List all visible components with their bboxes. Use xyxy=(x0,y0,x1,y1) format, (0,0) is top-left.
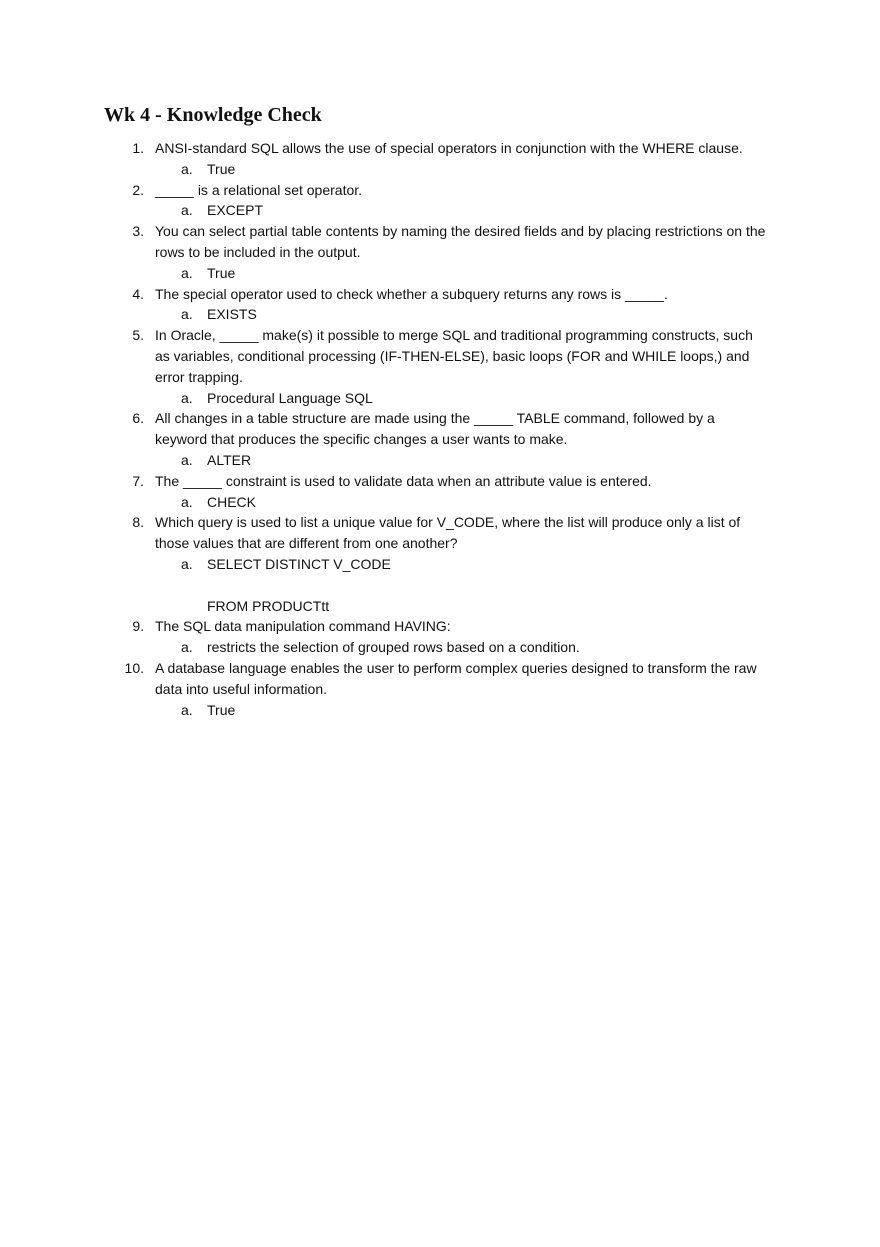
question-item xyxy=(0,408,880,470)
question-row xyxy=(0,408,770,450)
document-title: Wk 4 - Knowledge Check xyxy=(104,104,322,126)
question-row xyxy=(0,512,770,554)
question-row xyxy=(0,138,770,159)
question-item xyxy=(0,512,880,616)
question-number: 8. xyxy=(132,514,144,531)
answer-label: a. xyxy=(181,639,193,656)
answer-row xyxy=(0,492,767,513)
question-item xyxy=(0,180,880,222)
answer-label: a. xyxy=(181,389,193,406)
question-text: Which query is used to list a unique value for V_CODE, where the list will produce only a list of those values that are different from one another? xyxy=(155,514,741,552)
question-number: 5. xyxy=(132,327,144,344)
answer-text: FROM PRODUCTtt xyxy=(207,597,330,614)
answer-text: ALTER xyxy=(207,451,252,468)
question-number: 2. xyxy=(132,181,144,198)
question-item xyxy=(0,284,880,326)
answer-label: a. xyxy=(181,493,193,510)
question-item xyxy=(0,471,880,513)
answer-row xyxy=(0,554,767,616)
answer-text: Procedural Language SQL xyxy=(207,389,373,406)
answer-text: SELECT DISTINCT V_CODE xyxy=(207,555,391,572)
question-item xyxy=(0,325,880,408)
question-text: In Oracle, _____ make(s) it possible to merge SQL and traditional programming constructs, such as variables, conditional processing (IF-THEN-ELSE), basic loops (FOR and WHILE loops,) and error trapping. xyxy=(155,327,753,385)
answer-row xyxy=(0,304,767,325)
answer-row xyxy=(0,263,767,284)
question-number: 7. xyxy=(132,472,144,489)
question-row xyxy=(0,471,770,492)
answer-row xyxy=(0,200,767,221)
question-number: 9. xyxy=(132,618,144,635)
question-row xyxy=(0,325,770,387)
answer-row xyxy=(0,388,767,409)
answer-text: restricts the selection of grouped rows based on a condition. xyxy=(207,639,580,656)
question-text: _____ is a relational set operator. xyxy=(155,181,363,198)
question-row xyxy=(0,221,770,263)
answer-label: a. xyxy=(181,306,193,323)
answer-row xyxy=(0,159,767,180)
question-text: All changes in a table structure are made using the _____ TABLE command, followed by a keyword that produces the specific changes a user wants to make. xyxy=(155,410,715,448)
question-list xyxy=(0,138,880,720)
answer-label: a. xyxy=(181,701,193,718)
question-text: You can select partial table contents by naming the desired fields and by placing restrictions on the rows to be included in the output. xyxy=(155,223,766,260)
answer-text: True xyxy=(207,264,236,281)
answer-text: True xyxy=(207,160,236,177)
question-text: A database language enables the user to perform complex queries designed to transform the raw data into useful information. xyxy=(155,659,757,697)
question-text: The SQL data manipulation command HAVING: xyxy=(155,618,451,635)
question-text: The _____ constraint is used to validate data when an attribute value is entered. xyxy=(155,472,652,489)
question-text: ANSI-standard SQL allows the use of special operators in conjunction with the WHERE clause. xyxy=(155,140,743,156)
question-number: 1. xyxy=(132,140,144,156)
answer-label: a. xyxy=(181,451,193,468)
question-text: The special operator used to check whether a subquery returns any rows is _____. xyxy=(155,285,668,302)
question-number: 3. xyxy=(132,223,144,240)
question-item xyxy=(0,616,880,658)
question-row xyxy=(0,284,770,305)
answer-row xyxy=(0,450,767,471)
answer-label: a. xyxy=(181,264,193,281)
answer-row xyxy=(0,637,767,658)
question-item xyxy=(0,138,880,180)
answer-row xyxy=(0,700,767,721)
answer-label: a. xyxy=(181,555,193,572)
question-number: 6. xyxy=(132,410,144,427)
answer-label: a. xyxy=(181,202,193,219)
question-row xyxy=(0,180,770,201)
answer-blank-line xyxy=(207,575,767,596)
question-row xyxy=(0,658,770,700)
question-item xyxy=(0,658,880,720)
question-number: 10. xyxy=(124,659,144,676)
answer-label: a. xyxy=(181,160,193,177)
question-item xyxy=(0,221,880,283)
question-number: 4. xyxy=(132,285,144,302)
question-row xyxy=(0,616,770,637)
answer-text: EXCEPT xyxy=(207,202,264,219)
answer-text: True xyxy=(207,701,236,718)
answer-text: EXISTS xyxy=(207,306,257,323)
answer-text: CHECK xyxy=(207,493,257,510)
